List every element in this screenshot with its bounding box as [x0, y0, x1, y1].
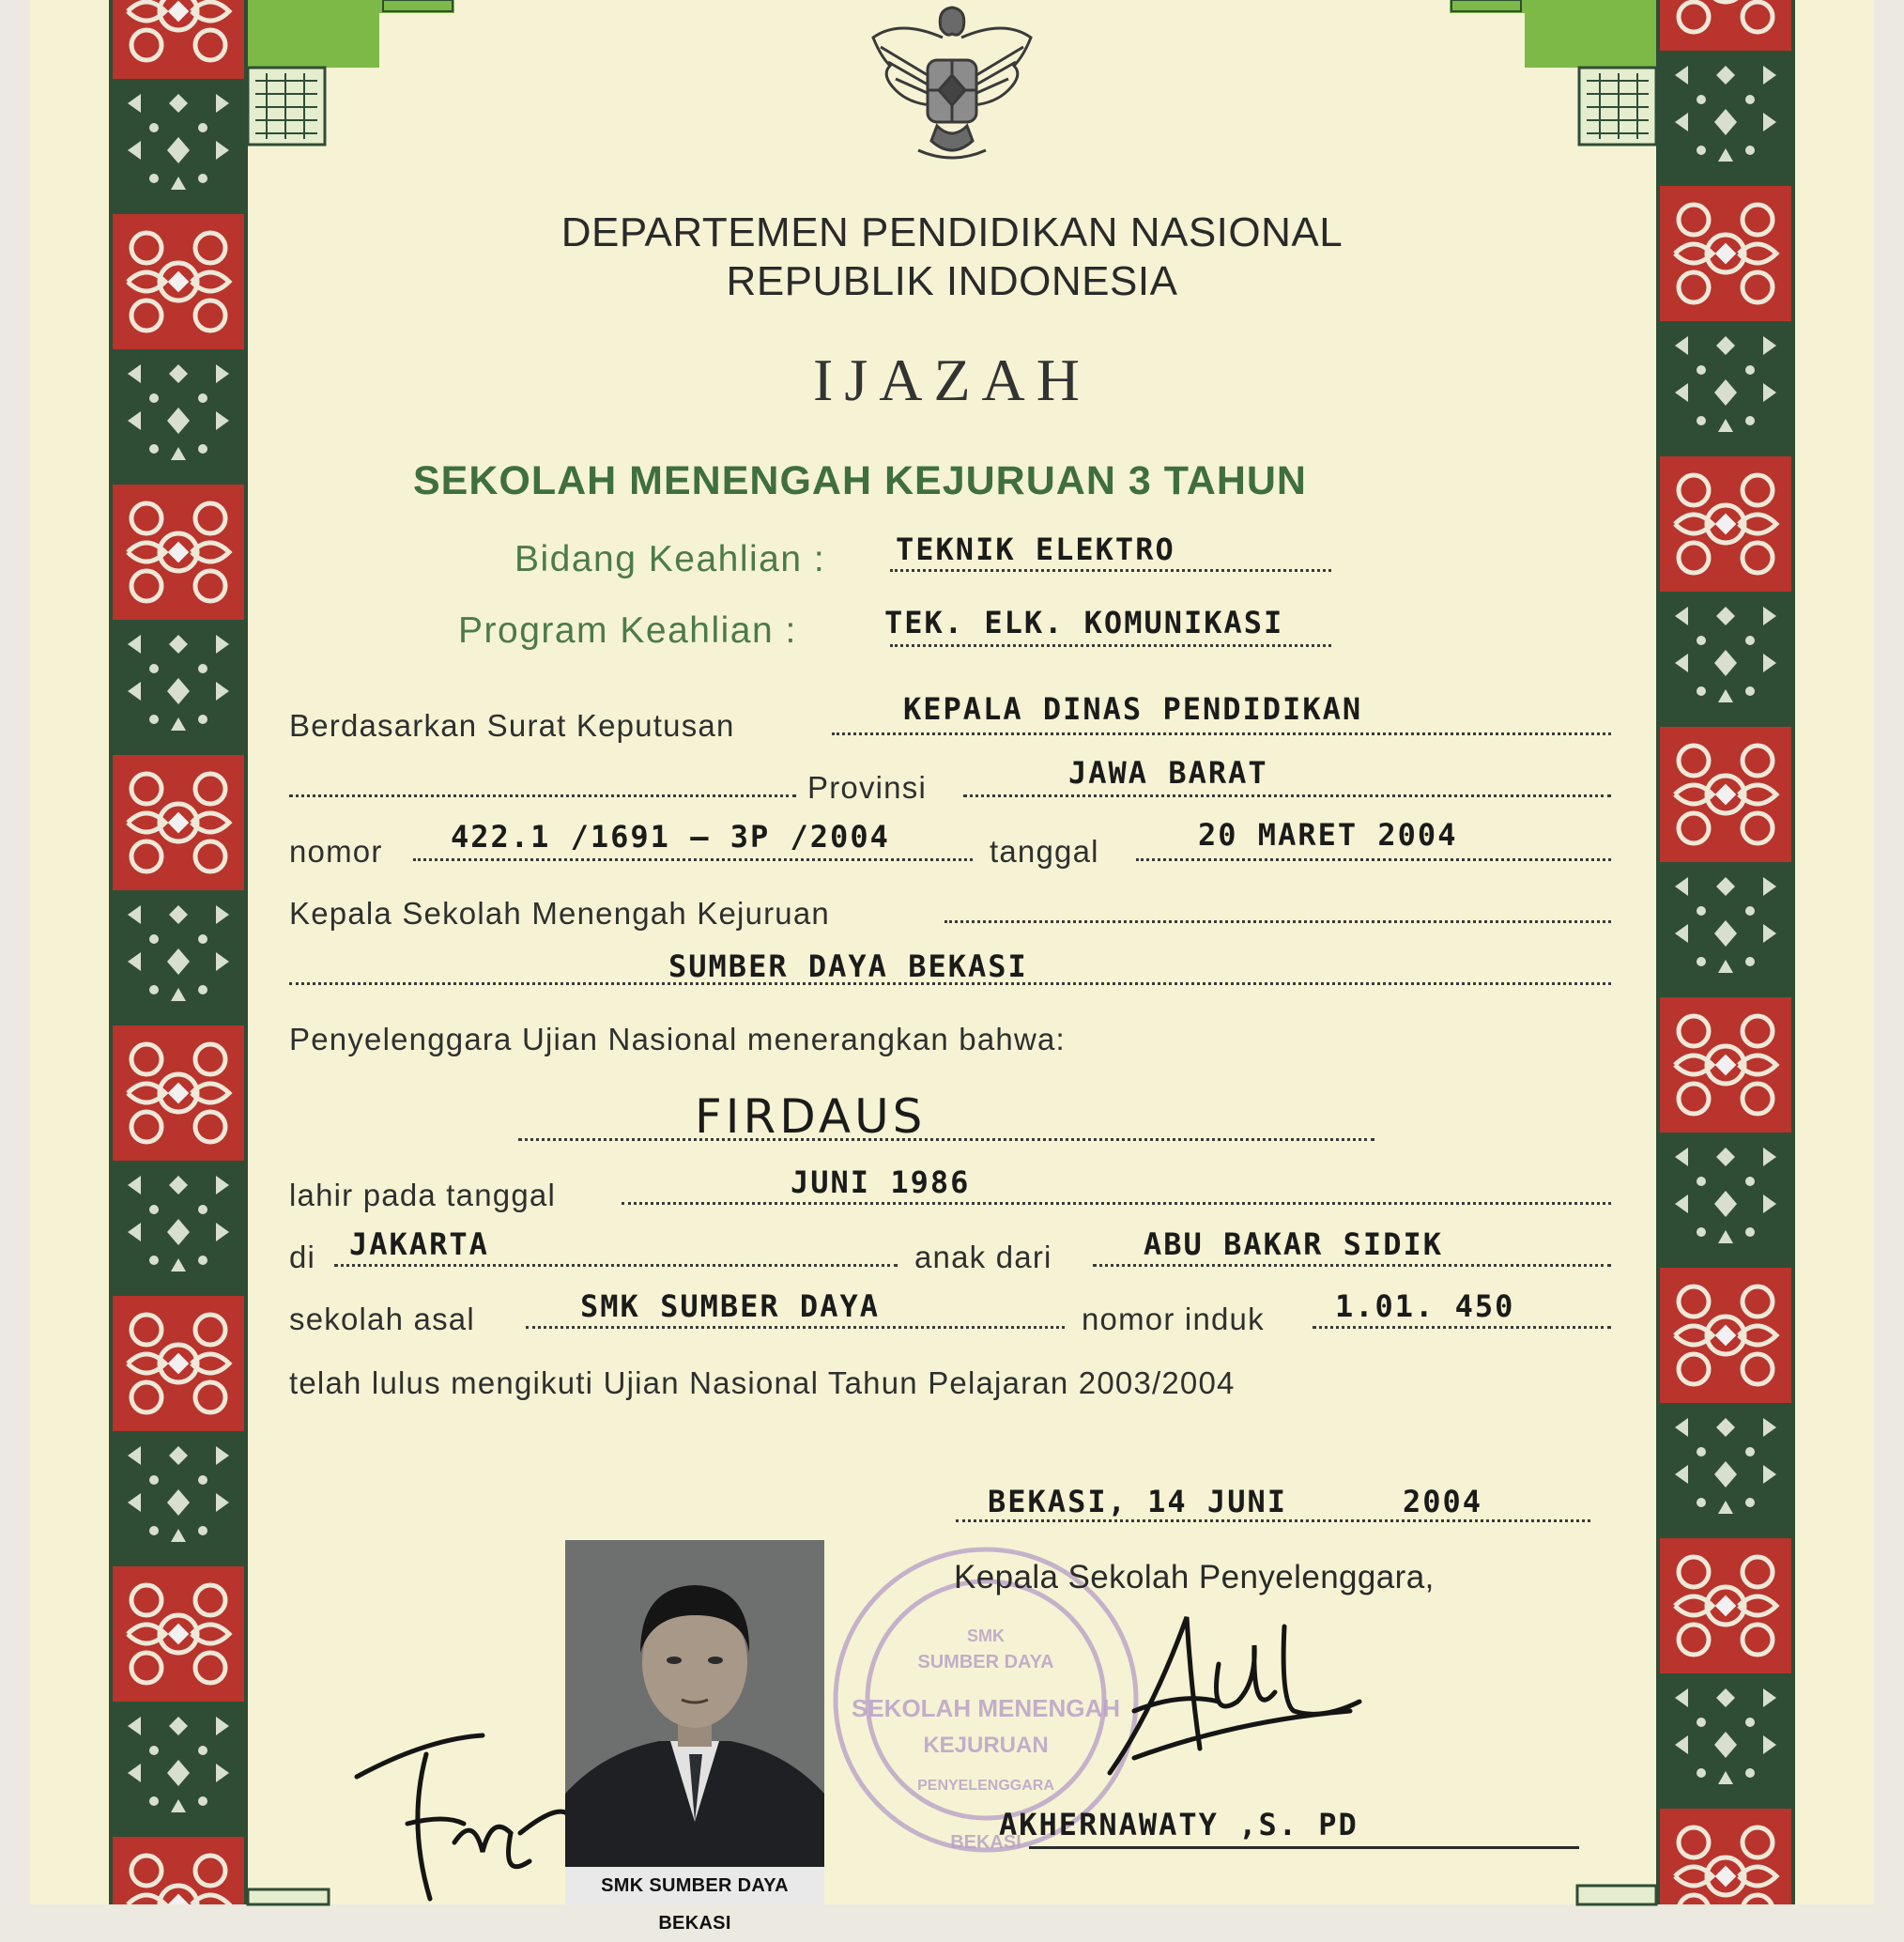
- nomor-induk-line: [1313, 1326, 1611, 1329]
- kepala-smk-label: Kepala Sekolah Menengah Kejuruan: [289, 896, 830, 931]
- orang-tua-line: [1093, 1264, 1611, 1267]
- penyelenggara-text: Penyelenggara Ujian Nasional menerangkan bahwa:: [289, 1022, 1066, 1056]
- tanggal-value: 20 MARET 2004: [1198, 817, 1458, 853]
- lahir-label: lahir pada tanggal: [289, 1178, 556, 1212]
- student-name: FIRDAUS: [695, 1089, 927, 1144]
- stamp-line-5: PENYELENGGARA: [917, 1778, 1054, 1794]
- nomor-induk-label: nomor induk: [1082, 1302, 1265, 1336]
- kota-line: [334, 1264, 898, 1267]
- garuda-emblem-icon: [862, 0, 1042, 169]
- place-date-line: [956, 1519, 1590, 1522]
- program-label: Program Keahlian :: [458, 610, 797, 651]
- provinsi-line: [963, 794, 1611, 797]
- bidang-label: Bidang Keahlian :: [514, 539, 826, 579]
- sekolah-asal-label: sekolah asal: [289, 1302, 475, 1336]
- nomor-line: [413, 858, 973, 861]
- year-value: 2004: [1403, 1484, 1483, 1519]
- lahir-line: [622, 1202, 1611, 1205]
- berdasarkan-line: [832, 732, 1611, 735]
- program-value: TEK. ELK. KOMUNIKASI: [884, 605, 1284, 640]
- stamp-bottom-text: BEKASI: [950, 1832, 1021, 1853]
- bidang-value: TEKNIK ELEKTRO: [896, 532, 1175, 567]
- provinsi-value: JAWA BARAT: [1068, 755, 1268, 791]
- headmaster-name: AKHERNAWATY ,S. PD: [999, 1807, 1359, 1842]
- bidang-line: [890, 569, 1331, 572]
- nomor-label: nomor: [289, 834, 383, 869]
- kepala-penyelenggara-label: Kepala Sekolah Penyelenggara,: [954, 1559, 1435, 1595]
- provinsi-leading-line: [289, 794, 796, 797]
- lahir-value: JUNI 1986: [791, 1164, 971, 1200]
- tanggal-label: tanggal: [990, 834, 1099, 869]
- orang-tua-value: ABU BAKAR SIDIK: [1144, 1226, 1443, 1262]
- sekolah-asal-value: SMK SUMBER DAYA: [580, 1288, 880, 1324]
- lulus-statement: telah lulus mengikuti Ujian Nasional Tahun Pelajaran 2003/2004: [289, 1365, 1236, 1400]
- stamp-line-4: KEJURUAN: [923, 1733, 1049, 1758]
- student-signature: [351, 1720, 576, 1909]
- place-date-value: BEKASI, 14 JUNI: [988, 1484, 1287, 1519]
- department-line-1: DEPARTEMEN PENDIDIKAN NASIONAL: [560, 209, 1344, 255]
- department-heading: [0, 208, 1904, 306]
- tanggal-line: [1136, 858, 1611, 861]
- keputusan-value: KEPALA DINAS PENDIDIKAN: [903, 691, 1363, 727]
- student-photo: [565, 1540, 824, 1934]
- bottom-left-corner-ornament: [248, 1889, 332, 1904]
- di-label: di: [289, 1240, 316, 1274]
- headmaster-name-line: [1029, 1846, 1579, 1849]
- bottom-right-corner-ornament: [1577, 1886, 1656, 1904]
- berdasarkan-label: Berdasarkan Surat Keputusan: [289, 708, 735, 743]
- top-left-corner-ornament: [248, 0, 464, 150]
- sekolah-value: SUMBER DAYA BEKASI: [668, 948, 1028, 984]
- provinsi-label: Provinsi: [807, 770, 927, 805]
- kota-value: JAKARTA: [349, 1226, 489, 1262]
- nomor-value: 422.1 /1691 – 3P /2004: [451, 819, 890, 855]
- program-line: [890, 644, 1331, 647]
- stamp-line-1: SMK: [967, 1626, 1005, 1645]
- document-title: IJAZAH: [813, 347, 1091, 413]
- top-right-corner-ornament: [1440, 0, 1656, 150]
- department-line-2: REPUBLIK INDONESIA: [726, 258, 1178, 304]
- photo-caption: SMK SUMBER DAYA BEKASI: [565, 1867, 824, 1904]
- kepala-smk-line: [944, 920, 1611, 923]
- headmaster-signature: [1097, 1608, 1369, 1791]
- stamp-line-2: SUMBER DAYA: [917, 1652, 1054, 1672]
- anak-dari-label: anak dari: [914, 1240, 1052, 1274]
- sekolah-asal-line: [526, 1326, 1065, 1329]
- school-type-heading: SEKOLAH MENENGAH KEJURUAN 3 TAHUN: [413, 458, 1307, 503]
- nomor-induk-value: 1.01. 450: [1335, 1288, 1515, 1324]
- stamp-line-3: SEKOLAH MENENGAH: [851, 1694, 1121, 1722]
- student-name-line: [518, 1138, 1374, 1141]
